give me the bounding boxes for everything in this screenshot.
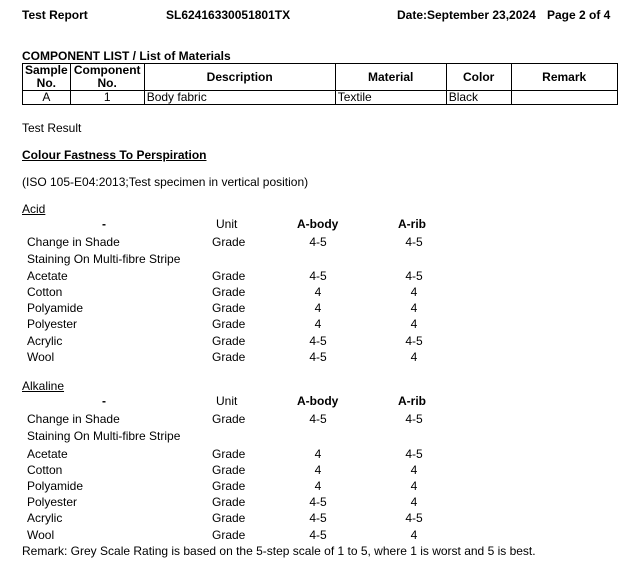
col-a-body: A-body [297,217,339,231]
header-description: Description [144,64,335,91]
row-a-rib: 4-5 [405,269,423,283]
row-a-body: 4-5 [309,495,327,509]
row-a-rib: 4 [410,350,418,364]
row-unit: Grade [212,463,246,477]
test-standard: (ISO 105-E04:2013;Test specimen in vertical position) [22,175,309,189]
row-label: Acetate [27,269,68,283]
row-a-body: 4 [314,479,322,493]
component-table [22,63,618,105]
row-a-rib: 4 [410,301,418,315]
row-unit: Grade [212,511,246,525]
row-unit: Grade [212,350,246,364]
row-label: Cotton [27,463,63,477]
row-unit: Grade [212,301,246,315]
row-a-body: 4 [314,301,322,315]
cell-color: Black [446,91,511,105]
row-a-rib: 4-5 [405,447,423,461]
header-material: Material [335,64,446,91]
test-result-label: Test Result [22,121,82,135]
row-a-rib: 4 [410,495,418,509]
col-unit: Unit [216,217,238,231]
row-a-rib: 4 [410,479,418,493]
header-component-no: Component No. [70,64,144,91]
alkaline-title: Alkaline [22,379,65,393]
row-label: Polyamide [27,479,84,493]
row-label: Polyester [27,495,78,509]
table-row [23,91,618,105]
row-label: Polyester [27,317,78,331]
row-unit: Grade [212,317,246,331]
acid-title: Acid [22,202,46,216]
row-unit: Grade [212,495,246,509]
report-title: Test Report [22,8,88,22]
row-label: Polyamide [27,301,84,315]
row-a-body: 4 [314,317,322,331]
row-label: Acetate [27,447,68,461]
component-list-title: COMPONENT LIST / List of Materials [22,49,231,63]
grey-scale-remark: Remark: Grey Scale Rating is based on the 5-step scale of 1 to 5, where 1 is worst and 5 is best. [22,544,536,558]
cell-component: 1 [70,91,144,105]
cell-material: Textile [335,91,446,105]
row-unit: Grade [212,528,246,542]
row-label: Change in Shade [27,235,120,249]
col-unit: Unit [216,394,238,408]
row-a-rib: 4 [410,463,418,477]
section-title: Colour Fastness To Perspiration [22,148,207,162]
cell-description: Body fabric [144,91,335,105]
col-dash: - [102,217,106,231]
row-label: Acrylic [27,334,63,348]
row-unit: Grade [212,412,246,426]
row-unit: Grade [212,479,246,493]
component-table-header [23,64,618,91]
page-number: Page 2 of 4 [547,8,611,22]
row-label: Wool [27,350,55,364]
row-a-body: 4-5 [309,511,327,525]
header-color: Color [446,64,511,91]
row-a-body: 4 [314,463,322,477]
row-a-rib: 4 [410,317,418,331]
header-remark: Remark [511,64,617,91]
row-a-body: 4-5 [309,334,327,348]
row-unit: Grade [212,334,246,348]
row-label: Cotton [27,285,63,299]
row-a-rib: 4 [410,285,418,299]
row-a-body: 4-5 [309,235,327,249]
col-a-rib: A-rib [398,217,426,231]
row-a-rib: 4-5 [405,511,423,525]
col-a-body: A-body [297,394,339,408]
row-a-body: 4 [314,285,322,299]
row-label: Acrylic [27,511,63,525]
header-sample-no: Sample No. [23,64,71,91]
row-a-body: 4-5 [309,412,327,426]
row-unit: Grade [212,269,246,283]
row-a-body: 4 [314,447,322,461]
row-label: Wool [27,528,55,542]
row-a-rib: 4-5 [405,235,423,249]
row-a-rib: 4-5 [405,412,423,426]
row-unit: Grade [212,285,246,299]
row-label: Change in Shade [27,412,120,426]
col-a-rib: A-rib [398,394,426,408]
cell-remark [511,91,617,105]
report-number: SL62416330051801TX [166,8,291,22]
alkaline-staining-label: Staining On Multi-fibre Stripe [27,429,181,443]
row-unit: Grade [212,235,246,249]
cell-sample: A [23,91,71,105]
col-dash: - [102,394,106,408]
row-unit: Grade [212,447,246,461]
row-a-body: 4-5 [309,350,327,364]
row-a-rib: 4-5 [405,334,423,348]
row-a-rib: 4 [410,528,418,542]
row-a-body: 4-5 [309,528,327,542]
report-date: Date:September 23,2024 [397,8,536,22]
acid-staining-label: Staining On Multi-fibre Stripe [27,252,181,266]
row-a-body: 4-5 [309,269,327,283]
